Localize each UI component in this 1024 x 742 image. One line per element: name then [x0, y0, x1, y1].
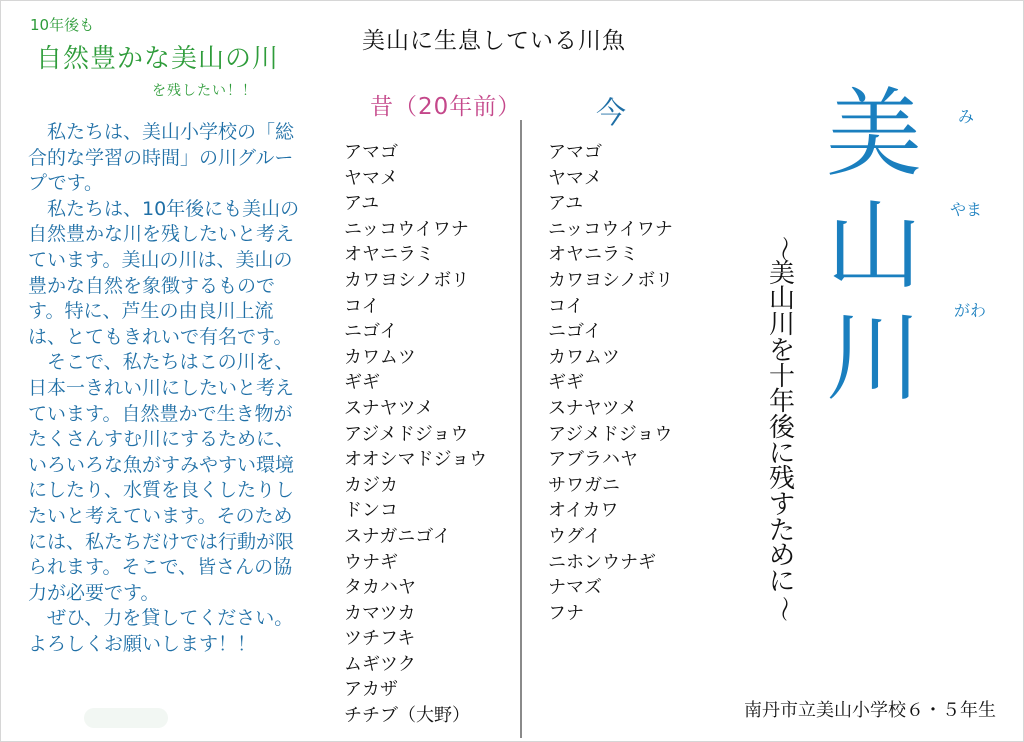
fish-item: カジカ: [344, 474, 398, 496]
fish-item: カマツカ: [344, 602, 416, 624]
reading-mi: み: [958, 107, 975, 126]
column-divider: [520, 120, 522, 738]
fish-list-now: [548, 140, 673, 626]
fish-item: オヤニラミ: [548, 244, 638, 266]
fish-item: カワムツ: [548, 346, 620, 368]
fish-item: アジメドジョウ: [548, 423, 673, 445]
fish-item: アカザ: [344, 679, 398, 701]
message-paragraph: 私たちは、10年後にも美山の自然豊かな川を残したいと考えています。美山の川は、美山の豊かな自然を象徴するものです。特に、芦生の由良川上流は、とてもきれいで有名です。: [28, 197, 300, 348]
fish-item: スナガニゴイ: [344, 525, 451, 547]
tagline-main: 自然豊かな美山の川: [36, 44, 280, 74]
fish-item: カワヨシノボリ: [344, 269, 470, 291]
fish-item: アマゴ: [548, 142, 602, 163]
message-paragraph: そこで、私たちはこの川を、日本一きれい川にしたいと考えています。自然豊かで生き物がたくさんすむ川にするために、いろいろな魚がすみやすい環境にしたり、水質を良くしたりしたいと考えています。そのためには、私たちだけでは行動が限られます。そこで、皆さんの協力が必要です。: [28, 351, 295, 604]
message-text: [28, 120, 300, 657]
fish-item: スナヤツメ: [548, 397, 638, 419]
fish-item: ウナギ: [344, 551, 398, 573]
fish-item: ヤマメ: [344, 167, 398, 189]
big-title-char: 川: [826, 302, 922, 414]
fish-item: アブラハヤ: [548, 449, 638, 471]
fish-item: アユ: [344, 193, 380, 215]
fish-item: ギギ: [548, 372, 584, 394]
fish-item: オヤニラミ: [344, 244, 434, 266]
column-header-past: 昔（20年前）: [370, 94, 522, 120]
fish-item: オイカワ: [548, 500, 619, 522]
big-title: [824, 78, 924, 414]
fish-item: チチブ（大野）: [344, 705, 470, 727]
page-title: 美山に生息している川魚: [362, 28, 626, 54]
fish-item: タカハヤ: [344, 577, 416, 599]
footer-school: 南丹市立美山小学校６・５年生: [744, 700, 996, 721]
big-title-char: 美: [826, 78, 922, 190]
reading-yama: やま: [950, 200, 983, 219]
fish-item: ヤマメ: [548, 167, 602, 189]
fish-item: ムギツク: [344, 653, 416, 675]
fish-item: コイ: [344, 295, 380, 317]
tagline-sub: を残したい！！: [152, 83, 257, 99]
fish-item: ニッコウイワナ: [548, 218, 673, 240]
subtitle-text: ～ 美 山 川 を 十 年 後 に 残 す た め に ～: [767, 235, 798, 622]
fish-item: アマゴ: [344, 142, 398, 163]
subtitle-vertical: [764, 236, 800, 622]
fish-item: スナヤツメ: [344, 397, 434, 419]
column-header-now: 今: [596, 96, 626, 131]
fish-item: ナマズ: [548, 577, 602, 599]
fish-item: フナ: [548, 602, 584, 624]
fish-list-past: [344, 140, 487, 729]
fish-item: コイ: [548, 295, 584, 317]
fish-item: オオシマドジョウ: [344, 449, 488, 471]
faint-highlight-bar: [84, 708, 168, 728]
fish-item: ギギ: [344, 372, 380, 394]
message-paragraph: 私たちは、美山小学校の「総合的な学習の時間」の川グループです。: [28, 121, 295, 195]
fish-item: ツチフキ: [344, 628, 416, 650]
fish-item: ドンコ: [344, 500, 398, 522]
reading-gawa: がわ: [954, 301, 987, 320]
fish-item: ウグイ: [548, 525, 602, 547]
fish-item: サワガニ: [548, 474, 620, 496]
fish-item: ニゴイ: [344, 321, 398, 343]
fish-item: ニッコウイワナ: [344, 218, 469, 240]
fish-item: ニゴイ: [548, 321, 602, 343]
fish-item: カワヨシノボリ: [548, 269, 674, 291]
fish-item: ニホンウナギ: [548, 551, 656, 573]
big-title-char: 山: [826, 190, 922, 302]
fish-item: アジメドジョウ: [344, 423, 469, 445]
fish-item: カワムツ: [344, 346, 416, 368]
tagline-small: 10年後も: [30, 16, 95, 34]
fish-item: アユ: [548, 193, 584, 215]
message-paragraph: ぜひ、力を貸してください。よろしくお願いします！！: [28, 607, 294, 655]
